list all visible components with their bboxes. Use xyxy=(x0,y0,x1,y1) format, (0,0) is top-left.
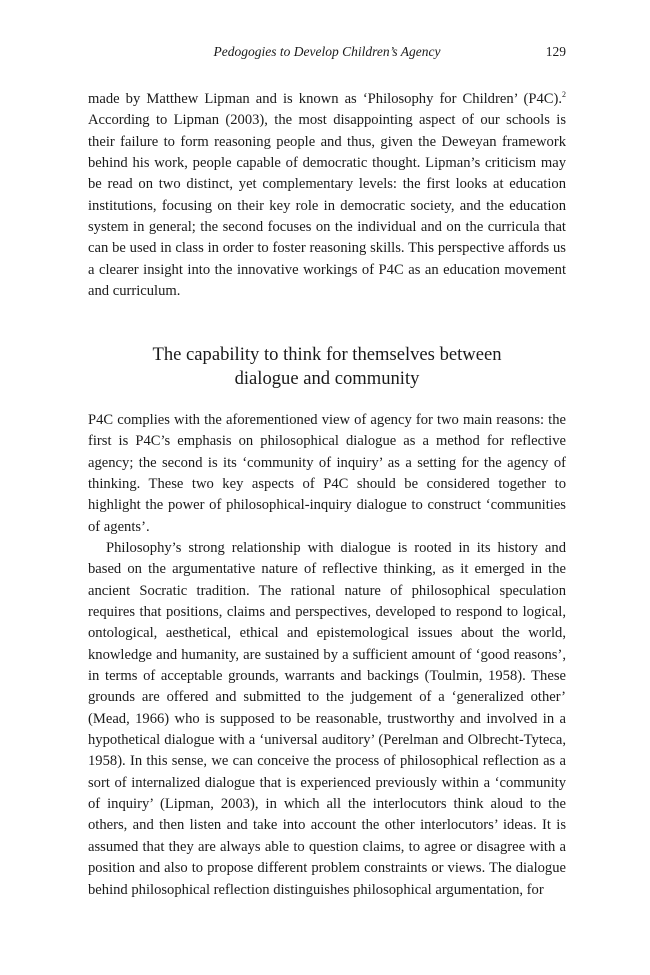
section-heading-line-2: dialogue and community xyxy=(234,368,420,389)
paragraph-1-text: made by Matthew Lipman and is known as ‘Philosophy for Children’ (P4C). xyxy=(88,91,562,107)
paragraph-3: Philosophy’s strong relationship with dialogue is rooted in its history and based on the argumentative nature of reflective thinking, as it emerged in the ancient Socratic tradition. The rational nature of philosophical speculation requires that positions, claims and perspectives, developed to respond to logical, ontological, aesthetical, ethical and epistemological issues about the world, knowledge and humanity, are sustained by a sufficient amount of ‘good reasons’, in terms of acceptable grounds, warrants and backings (Toulmin, 1958). These grounds are offered and submitted to the judgement of a ‘generalized other’ (Mead, 1966) who is supposed to be reasonable, trustworthy and involved in a hypothetical dialogue with a ‘universal auditory’ (Perelman and Olbrecht-Tyteca, 1958). In this sense, we can conceive the process of philosophical reflection as a sort of internalized dialogue that is experienced previously within a ‘community of inquiry’ (Lipman, 2003), in which all the interlocutors think aloud to the others, and then listen and take into account the other interlocutors’ ideas. It is assumed that they are always able to question claims, to agree or disagree with a position and also to propose different problem constraints or views. The dialogue behind philosophical reflection distinguishes philosophical argumentation, for xyxy=(88,540,566,898)
page-number: 129 xyxy=(545,44,566,59)
section-heading xyxy=(88,343,566,391)
paragraph-1-text-continued: According to Lipman (2003), the most disappointing aspect of our schools is their failure to form reasoning people and thus, given the Deweyan framework behind his work, people capable of democratic thought. Lipman’s criticism may be read on two distinct, yet complementary levels: the first looks at education institutions, focusing on their key role in democratic society, and the education system in general; the second focuses on the individual and on the curricula that can be used in class in order to foster reasoning skills. This perspective affords us a clearer insight into the innovative workings of P4C as an education movement and curriculum. xyxy=(88,112,566,300)
paragraph-1 xyxy=(88,89,566,302)
running-head xyxy=(88,44,566,64)
section-heading-line-1: The capability to think for themselves between xyxy=(152,344,502,365)
running-title: Pedogogies to Develop Children’s Agency xyxy=(213,44,441,59)
paragraph-2: P4C complies with the aforementioned view of agency for two main reasons: the first is P4C’s emphasis on philosophical dialogue as a method for reflective agency; the second is its ‘community of inquiry’ as a setting for the agency of thinking. These two key aspects of P4C should be considered together to highlight the power of philosophical-inquiry dialogue to construct ‘communities of agents’. xyxy=(88,412,566,535)
footnote-marker: 2 xyxy=(562,90,566,99)
